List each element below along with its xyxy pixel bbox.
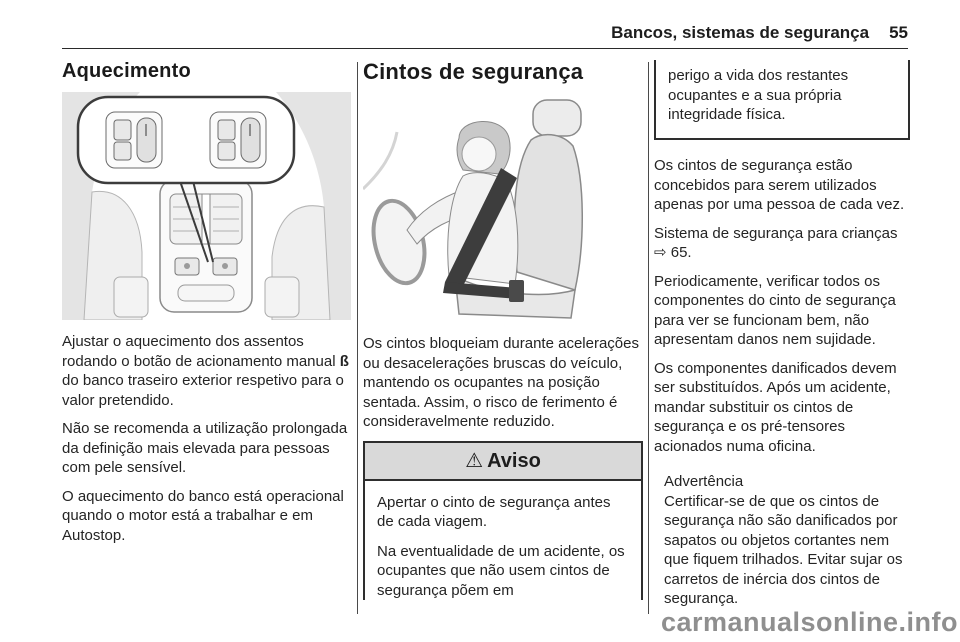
seatbelt-paragraph-2: Os cintos de segurança estão concebidos para serem utilizados apenas por uma pessoa de cada vez. (654, 157, 905, 213)
warning-triangle-icon: ⚠ (465, 449, 484, 472)
warning-continuation-text: perigo a vida dos restantes ocupantes e a sua própria integridade física. (668, 67, 849, 123)
page-reference-arrow-icon: ⇨ (654, 243, 667, 261)
child-restraint-reference (654, 224, 910, 263)
heating-paragraph-1-pre: Ajustar o aquecimento dos assentos rodando o botão de acionamento manual (62, 333, 340, 370)
heating-paragraph-3: O aquecimento do banco está operacional quando o motor está a trabalhar e em Autostop. (62, 487, 344, 544)
page-number: 55 (889, 23, 908, 42)
header-rule (62, 48, 908, 49)
seatbelt-paragraph-1: Os cintos bloqueiam durante acelerações ou desacelerações bruscas do veículo, mantendo os ocupantes na posição sentada. Assim, o risco de ferimento é consideravelmente reduzido. (363, 335, 639, 431)
seat-heating-controls-illustration (62, 92, 352, 320)
advice-note-title: Advertência (664, 473, 744, 490)
heated-seat-symbol: ß (339, 352, 349, 370)
column-heating (62, 60, 352, 554)
page-header (62, 23, 908, 43)
seatbelt-illustration (363, 94, 625, 322)
warning-box (363, 441, 643, 601)
advice-note-text: Certificar-se de que os cintos de segurança não são danificados por sapatos ou objetos cortantes nem que fiquem trilhados. Evitar sujar os carretos de inércia dos cintos de segurança. (664, 492, 903, 607)
page-reference-number: 65. (670, 244, 692, 261)
chapter-title: Bancos, sistemas de segurança (611, 23, 870, 42)
heating-paragraph-2: Não se recomenda a utilização prolongada da definição mais elevada para pessoas com pele sensível. (62, 420, 348, 476)
heating-paragraph-1 (62, 332, 352, 410)
advice-note (664, 472, 910, 609)
column-divider-left (357, 62, 358, 614)
page-content (62, 60, 910, 618)
child-restraint-text: Sistema de segurança para crianças (654, 224, 898, 242)
column-divider-right (648, 62, 649, 614)
seatbelt-paragraph-4: Os componentes danificados devem ser substituídos. Após um acidente, mandar substituir os cintos de segurança e os pré-tensores acionados numa oficina. (654, 359, 897, 455)
seatbelt-paragraph-3: Periodicamente, verificar todos os componentes do cinto de segurança para ver se funcionam bem, não apresentam danos nem sujidade. (654, 272, 896, 348)
column-seatbelts-continued (654, 60, 910, 618)
heading-aquecimento: Aquecimento (62, 60, 191, 82)
heating-paragraph-1-post: do banco traseiro exterior respetivo para o valor pretendido. (62, 372, 344, 409)
warning-paragraph-1: Apertar o cinto de segurança antes de cada viagem. (377, 493, 611, 531)
warning-paragraph-2: Na eventualidade de um acidente, os ocupantes que não usem cintos de segurança põem em (377, 542, 625, 599)
warning-box-header (365, 443, 641, 481)
warning-title: Aviso (487, 449, 541, 472)
heading-cintos: Cintos de segurança (363, 59, 584, 84)
warning-box-continuation (654, 60, 910, 140)
column-seatbelts (363, 60, 643, 610)
watermark: carmanualsonline.info (660, 607, 958, 637)
warning-box-body (365, 481, 641, 601)
